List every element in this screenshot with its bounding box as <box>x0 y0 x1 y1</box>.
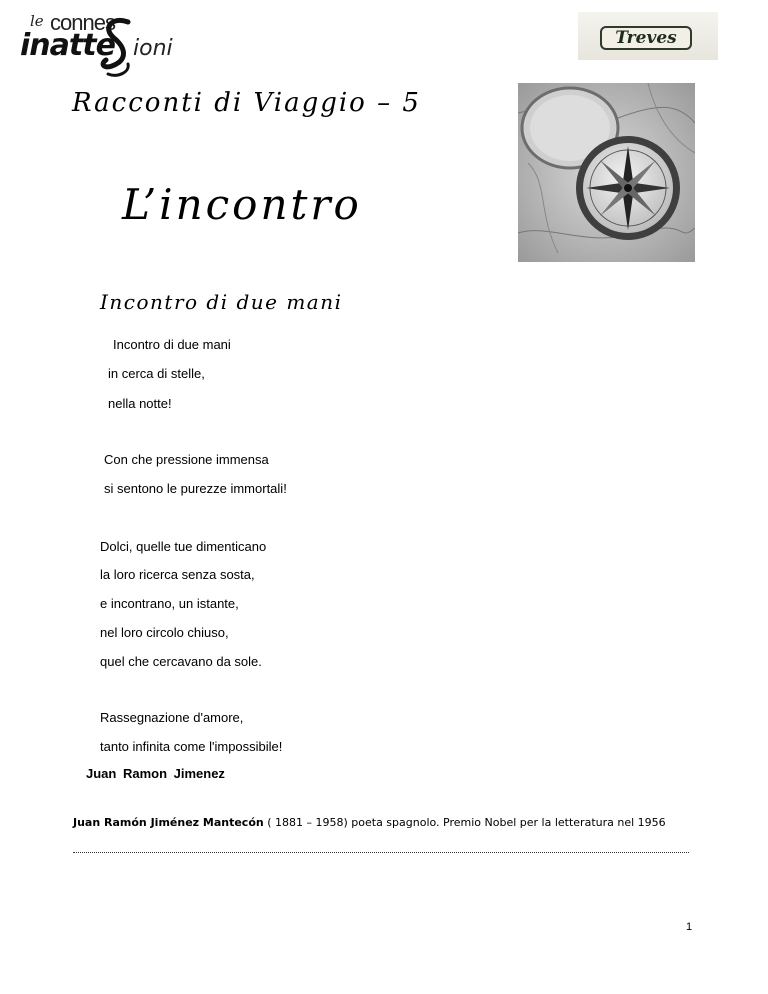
treves-logo <box>578 12 718 60</box>
poem-line: Dolci, quelle tue dimenticano <box>100 539 267 554</box>
page-number: 1 <box>686 921 693 933</box>
poem-line: nella notte! <box>108 396 172 411</box>
poem-line: Rassegnazione d'amore, <box>100 710 244 725</box>
logo-s-swirl-icon <box>98 16 138 78</box>
poem-line: tanto infinita come l'impossibile! <box>100 739 283 754</box>
poem-line: la loro ricerca senza sosta, <box>100 567 255 582</box>
author-bio-name: Juan Ramón Jiménez Mantecón <box>73 816 264 829</box>
poem-line: Con che pressione immensa <box>104 452 269 467</box>
logo-text-ioni: ioni <box>133 36 173 61</box>
series-title: Racconti di Viaggio – 5 <box>72 88 421 118</box>
poem-line: si sentono le purezze immortali! <box>104 481 287 496</box>
main-title: L’incontro <box>122 180 362 229</box>
poem-line: e incontrano, un istante, <box>100 596 239 611</box>
poem-line: quel che cercavano da sole. <box>100 654 262 669</box>
compass-map-image <box>518 83 695 262</box>
poem-author: Juan Ramon Jimenez <box>86 766 225 781</box>
author-bio <box>73 816 666 829</box>
poem-line: nel loro circolo chiuso, <box>100 625 229 640</box>
author-bio-text: ( 1881 – 1958) poeta spagnolo. Premio Nobel per la letteratura nel 1956 <box>263 816 666 829</box>
treves-label: Treves <box>600 26 692 50</box>
poem-line: Incontro di due mani <box>113 337 231 352</box>
poem-title: Incontro di due mani <box>100 290 343 314</box>
poem-line: in cerca di stelle, <box>108 366 205 381</box>
logo-text-inatte: inatte <box>20 28 115 63</box>
logo-text-le: le <box>30 12 44 30</box>
le-connessioni-inattese-logo <box>20 10 180 80</box>
dotted-separator <box>73 852 689 853</box>
logo-text-connes: connes <box>50 10 115 35</box>
